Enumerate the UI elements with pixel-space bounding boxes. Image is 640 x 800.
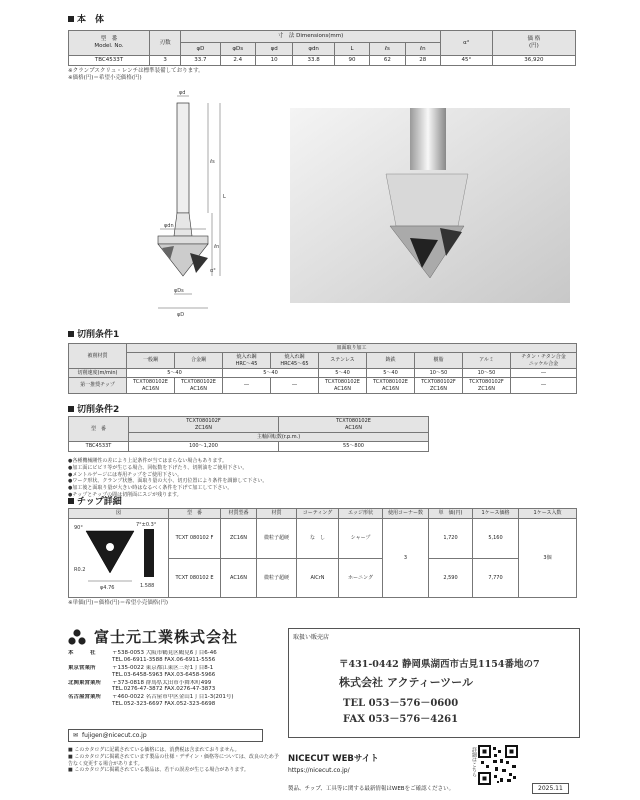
cell-price: 1,720 [429,519,473,559]
cell-material: 微粒子超硬 [257,519,297,559]
th-material: 一般鋼 [127,353,175,369]
th-model: 型 番 [169,509,221,519]
office-contact [112,665,278,680]
cell-price: 2,590 [429,558,473,598]
main-title-text: 本 体 [77,15,105,25]
caution-item: ●各種機械剛性の差により上記条件が当てはまらない場合もあります。 [68,458,227,464]
main-spec-table [68,30,576,83]
table-row [69,378,577,394]
chip-header-row [69,509,577,519]
chip-label-ic: φ4.76 [99,585,114,591]
table-cell: ― [511,378,577,394]
cell-edge: シャープ [339,519,383,559]
section-square-icon [68,16,74,22]
office-row [68,694,278,709]
cell-grade: AC16N [221,558,257,598]
table-cell: TCXT080102E AC16N [127,378,175,394]
office-row [68,665,278,680]
office-address: 〒135-0022 東京都江東区三好1丁目8-1 [112,664,214,671]
company-logo-icon [68,629,86,645]
th-d: φd [255,43,292,56]
cell-model: TCXT 080102 E [169,558,221,598]
cell-Ds: 2.4 [220,56,255,66]
cell-coating: AlCrN [297,558,339,598]
label-D: φD [177,312,185,318]
caution-item: ●加工後と面取り量が大きい時はなるべく条件を下げて加工して下さい。 [68,485,233,491]
th-price: 価 格 (円) [492,31,575,56]
cell-case-price: 5,160 [473,519,519,559]
office-phone: TEL.03-6458-5963 FAX.03-6458-5966 [112,671,216,678]
cell-corners: 3 [383,519,429,598]
cell-price: 36,920 [492,56,575,66]
th-dims: 寸 法 Dimensions(mm) [181,31,441,43]
dealer-fax: FAX 053－576－4261 [343,714,459,725]
table-cell: 5～40 [127,369,223,378]
cell-flutes: 3 [150,56,181,66]
cell-model: TBC4533T [69,56,150,66]
th-chip1: TCXT080102F ZC16N [129,417,279,433]
th-material: 焼入れ鋼 HRC～45 [223,353,271,369]
cond2-section-title [68,402,119,415]
office-name: 北関東営業所 [68,679,102,686]
caution-item: ●加工面にビビリ等が生じる場合、回転数を下げたり、切削油をご使用下さい。 [68,464,248,471]
th-figure: 図 [69,509,169,519]
label-Ds: φDs [174,288,184,294]
th-material: チタン・チタン合金 ニッケル合金 [511,353,577,369]
neck-shape [174,213,192,236]
insert-side-shape [144,529,154,577]
footer-note: ■ このカタログに掲載されています製品の仕様・デザイン・価格等については、改良のため予告なく変更する場合があります。 [68,753,279,767]
section-square-icon [68,498,74,504]
th-Ds: φDs [220,43,255,56]
table-cell: TCXT080102E AC16N [367,378,415,394]
th-coating: コーティング [297,509,339,519]
dealer-name: 株式会社 アクティーツール [339,676,473,689]
label-ln: ℓn [214,244,220,250]
office-contact [112,650,278,665]
table-row [69,369,577,378]
dealer-title: 取扱い販売店 [293,634,330,641]
office-name: 東京営業所 [68,664,96,671]
table-cell: 5～40 [223,369,319,378]
th-flutes: 刃数 [150,31,181,56]
th-chamfer: 皿面取り加工 [127,344,577,353]
th-ls: ℓs [370,43,405,56]
table-cell: TCXT080102E AC16N [319,378,367,394]
table-cell: TCXT080102E AC16N [175,378,223,394]
th-ln: ℓn [405,43,440,56]
cell-ls: 62 [370,56,405,66]
main-section-title [68,12,104,25]
th-chip2: TCXT080102E AC16N [279,417,429,433]
chip-figure-cell [69,519,169,598]
cell-case-qty: 3個 [519,519,577,598]
cell-material: 微粒子超硬 [257,558,297,598]
table-cell: ― [511,369,577,378]
th-material: 焼入れ鋼 HRC45～65 [271,353,319,369]
th-material: 樹脂 [415,353,463,369]
chip-title-text: チップ詳細 [77,497,122,507]
office-name: 名古屋営業所 [68,694,102,701]
th-D: φD [181,43,220,56]
email-link[interactable]: fujigen@nicecut.co.jp [82,732,147,739]
label-angle: α° [210,268,216,274]
table-row [69,442,429,452]
table-cell: 10～50 [463,369,511,378]
cell-model: TCXT 080102 F [169,519,221,559]
cond1-section-title [68,327,119,340]
office-phone: TEL.06-6911-3588 FAX.06-6911-5556 [112,656,216,663]
cell-D: 33.7 [181,56,220,66]
footer-notes [68,747,280,774]
th-material: ステンレス [319,353,367,369]
cell-rpm2: 55～800 [279,442,429,452]
th-edge: エッジ形状 [339,509,383,519]
caution-item: ●チップとチップの間は切削面にスジが残ります。 [68,491,182,498]
row-label: 切削速度(m/min) [69,369,127,378]
cond1-table [68,343,576,394]
footer-note: ■ このカタログに掲載されている製品は、若干の誤差が生じる場合があります。 [68,767,249,774]
office-phone: TEL.0276-47-3872 FAX.0276-47-3873 [112,686,216,693]
cell-grade: ZC16N [221,519,257,559]
mail-icon: ✉ [73,732,79,739]
office-name: 本 社 [68,650,96,656]
office-address: 〒538-0053 大阪市鶴見区鶴見6丁目6-46 [112,650,217,656]
main-note-2: ※価格(円)＝希望小売価格(円) [68,75,142,82]
table-cell: TCXT080102F ZC16N [463,378,511,394]
chip-section-title [68,494,122,507]
office-list [68,650,278,709]
th-dn: φdn [293,43,335,56]
cell-dn: 33.8 [293,56,335,66]
chip-label-relief: 7°±0.3° [135,522,156,528]
th-case-qty: 1ケース入数 [519,509,577,519]
web-url[interactable]: https://nicecut.co.jp/ [288,767,350,774]
section-square-icon [68,331,74,337]
cell-coating: な し [297,519,339,559]
footer-note: ■ このカタログに記載されている価格には、消費税は含まれておりません。 [68,747,240,753]
cell-ln: 28 [405,56,440,66]
table-cell: ― [223,378,271,394]
web-description: 製品、チップ、工具等に関する最新情報はWEBをご確認ください。 [288,786,455,792]
table-cell: 5～40 [367,369,415,378]
product-photo [290,108,570,303]
web-title: NICECUT WEBサイト [288,754,379,764]
cell-model: TBC4533T [69,442,129,452]
collar-shape [158,236,208,244]
office-row [68,650,278,665]
chip-table [68,508,576,608]
th-model: 型 番 [69,417,129,442]
label-d: φd [179,90,186,96]
chip-label-thickness: 1.588 [139,583,154,589]
chip-label-radius: R0.2 [73,567,85,573]
office-row [68,680,278,695]
th-rpm: 主軸回転数(r.p.m.) [129,433,429,442]
caution-list [68,458,428,499]
th-grade: 材質型番 [221,509,257,519]
office-address: 〒460-0022 名古屋市中区金山1丁目1-3(201号) [112,694,234,701]
row-label: 第一推奨チップ [69,378,127,394]
company-name: 富士元工業株式会社 [94,628,239,646]
office-contact [112,694,278,709]
qr-label: 詳細はこちら [471,747,477,777]
shank-shape [177,103,189,213]
table-row [69,519,577,559]
main-note-1: ※クランプスクリュ・レンチは標準装備しております。 [68,68,204,74]
th-angle: α° [440,31,492,56]
th-model: 型 番 Model. No. [69,31,150,56]
cond1-header-row [69,353,577,369]
table-cell: 10～50 [415,369,463,378]
th-material: アルミ [463,353,511,369]
office-address: 〒373-0818 群馬県太田市小舞木町499 [112,679,212,686]
triangle-insert-shape [86,531,134,573]
qr-code-icon[interactable] [478,745,518,785]
th-material: 材質 [257,509,297,519]
cell-rpm1: 100～1,200 [129,442,279,452]
cell-d: 10 [255,56,292,66]
cell-case-price: 7,770 [473,558,519,598]
cell-angle: 45° [440,56,492,66]
email-box [68,729,263,742]
th-material: 鋳鉄 [367,353,415,369]
company-header [68,626,238,647]
insert-hole-shape [106,543,114,551]
office-contact [112,680,278,695]
main-notes [68,68,576,83]
print-date: 2025.11 [532,783,569,794]
th-corner: 被削材質 [69,344,127,369]
th-L: L [334,43,369,56]
table-cell: 5～40 [319,369,367,378]
table-cell: ― [271,378,319,394]
table-row [69,56,576,66]
chip-note: ※単価(円)＝価格(円)＝希望小売価格(円) [68,600,168,607]
dealer-tel: TEL 053－576－0600 [343,698,459,709]
tool-drawing [130,88,280,320]
th-price: 単 価(円) [429,509,473,519]
chip-label-angle: 90° [73,525,83,531]
cell-L: 90 [334,56,369,66]
caution-item: ●メントルゲージには専用チップをご使用下さい。 [68,471,183,478]
cond2-table [68,416,428,499]
th-case-price: 1ケース価格 [473,509,519,519]
th-corners: 使用コーナー数 [383,509,429,519]
label-dn: φdn [164,223,174,229]
cond1-title-text: 切削条件1 [77,330,120,340]
table-cell: TCXT080102F ZC16N [415,378,463,394]
chip-figure [70,519,168,595]
caution-item: ●ワーク形状、クランプ状態、面取り量の大小、切刃位置により条件を調節して下さい。 [68,478,268,485]
th-material: 合金鋼 [175,353,223,369]
cell-edge: ホーニング [339,558,383,598]
dealer-box [288,628,580,738]
label-ls: ℓs [210,159,215,165]
office-phone: TEL.052-323-6697 FAX.052-323-6698 [112,701,216,708]
cond2-title-text: 切削条件2 [77,405,120,415]
label-L: L [223,194,226,200]
section-square-icon [68,406,74,412]
dealer-address: 〒431-0442 静岡県湖西市古見1154番地の7 [339,659,540,670]
